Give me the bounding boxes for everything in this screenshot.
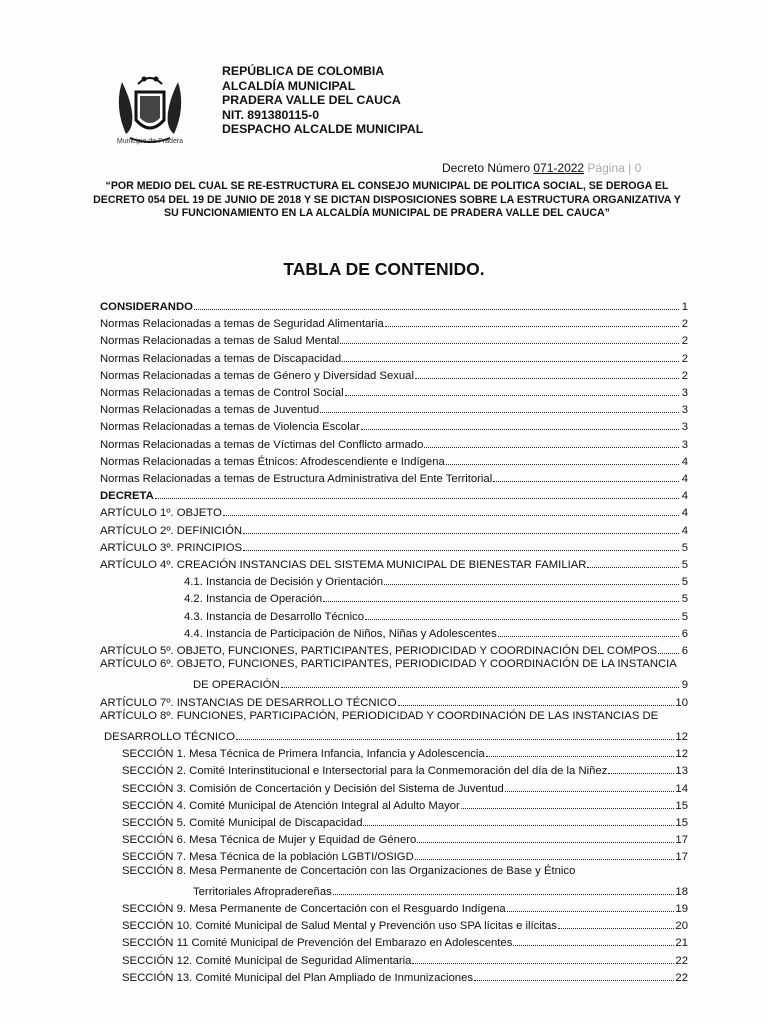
leader-dots	[384, 584, 679, 585]
toc-entry-label: Normas Relacionadas a temas de Juventud	[100, 404, 320, 417]
toc-page-number: 6	[681, 627, 688, 640]
leader-dots	[365, 619, 679, 620]
toc-page-number: 2	[681, 335, 688, 348]
toc-entry[interactable]	[122, 951, 688, 967]
toc-entry-label: ARTÍCULO 7º. INSTANCIAS DE DESARROLLO TÉCNICO	[100, 696, 397, 709]
toc-entry[interactable]	[122, 933, 688, 949]
leader-dots	[333, 894, 675, 895]
toc-entry[interactable]	[122, 744, 688, 760]
leader-dots	[340, 343, 679, 344]
toc-page-number: 10	[675, 696, 688, 709]
toc-entry-label: SECCIÓN 1. Mesa Técnica de Primera Infancia, Infancia y Adolescencia	[122, 748, 485, 761]
toc-entry-label: SECCIÓN 8. Mesa Permanente de Concertación con las Organizaciones de Base y Étnico	[122, 864, 576, 877]
leader-dots	[320, 412, 679, 413]
toc-title: TABLA DE CONTENIDO.	[283, 259, 485, 279]
toc-entry[interactable]	[104, 727, 688, 743]
leader-dots	[243, 533, 679, 534]
toc-page-number: 4	[681, 507, 688, 520]
leader-dots	[474, 980, 674, 981]
toc-entry-label: ARTÍCULO 2º. DEFINICIÓN	[100, 524, 243, 537]
page-indicator: Página | 0	[584, 161, 642, 175]
toc-entry[interactable]	[184, 589, 688, 605]
toc-page-number: 2	[681, 318, 688, 331]
toc-page-number: 4	[681, 473, 688, 485]
toc-entry-label: Normas Relacionadas a temas de Salud Mental	[100, 335, 340, 348]
leader-dots	[281, 687, 679, 688]
toc-entry[interactable]	[184, 624, 688, 640]
header-country: REPÚBLICA DE COLOMBIA	[222, 64, 385, 78]
leader-dots	[363, 825, 674, 826]
toc-entry[interactable]	[122, 779, 688, 795]
toc-entry-label: SECCIÓN 12. Comité Municipal de Seguridad Alimentaria	[122, 954, 412, 967]
leader-dots	[342, 361, 679, 362]
leader-dots	[155, 498, 679, 499]
toc-page-number: 5	[681, 610, 688, 623]
toc-entry-label-cont: Territoriales Afropradereñas	[193, 885, 332, 898]
toc-page-number: 3	[681, 438, 688, 451]
toc-entry[interactable]	[122, 968, 688, 984]
toc-entry-label: Normas Relacionadas a temas de Violencia Escolar	[100, 421, 360, 434]
toc-page-number: 3	[681, 421, 688, 434]
leader-dots	[194, 309, 679, 310]
toc-entry-label: 4.2. Instancia de Operación	[184, 593, 323, 606]
leader-dots	[493, 481, 679, 482]
toc-entry-label: ARTÍCULO 8º. FUNCIONES, PARTICIPACIÓN, PERIODICIDAD Y COORDINACIÓN DE LAS INSTANCIAS DE	[100, 709, 659, 722]
toc-page-number: 22	[675, 971, 688, 984]
leader-dots	[608, 773, 674, 774]
toc-page-number: 9	[681, 679, 688, 692]
toc-page-number: 19	[675, 903, 688, 915]
leader-dots	[558, 928, 675, 929]
toc-entry[interactable]	[122, 847, 688, 863]
leader-dots	[461, 808, 675, 809]
toc-page-number: 4	[681, 490, 688, 503]
toc-entry-label: SECCIÓN 5. Comité Municipal de Discapacidad	[122, 817, 363, 829]
leader-dots	[446, 464, 679, 465]
leader-dots	[398, 705, 675, 706]
seal-caption: Municipio de Pradera	[116, 138, 184, 145]
leader-dots	[415, 378, 679, 379]
leader-dots	[243, 550, 679, 551]
leader-dots	[323, 601, 679, 602]
toc-page-number: 4	[681, 455, 688, 468]
toc-entry-label: SECCIÓN 6. Mesa Técnica de Mujer y Equidad de Género	[122, 834, 417, 847]
toc-entry[interactable]	[100, 314, 688, 330]
toc-page-number: 5	[681, 593, 688, 606]
leader-dots	[412, 963, 674, 964]
header-dept: DESPACHO ALCALDE MUNICIPAL	[222, 122, 424, 136]
toc-entry[interactable]	[100, 417, 688, 433]
toc-entry[interactable]	[100, 383, 688, 399]
header-nit: NIT. 891380115-0	[222, 107, 320, 122]
leader-dots	[505, 791, 675, 792]
toc-entry[interactable]	[100, 400, 688, 416]
toc-entry-label: ARTÍCULO 1º. OBJETO	[100, 507, 222, 520]
header-office: ALCALDÍA MUNICIPAL	[222, 78, 356, 93]
toc-page-number: 13	[675, 765, 688, 778]
toc-page-number: 14	[675, 782, 688, 795]
toc-entry-label: SECCIÓN 2. Comité Interinstitucional e Intersectorial para la Conmemoración del día de la Niñez	[122, 765, 608, 778]
toc-entry[interactable]	[100, 349, 688, 365]
toc-entry[interactable]	[193, 882, 688, 898]
toc-entry-label: SECCIÓN 13. Comité Municipal del Plan Ampliado de Inmunizaciones	[122, 971, 474, 984]
toc-entry[interactable]	[122, 830, 688, 846]
toc-page-number: 5	[681, 559, 688, 571]
decree-number: Decreto Número 071-2022 Página | 0	[442, 161, 642, 175]
toc-page-number: 21	[675, 937, 688, 950]
toc-entry[interactable]	[122, 796, 688, 812]
leader-dots	[486, 756, 675, 757]
toc-entry[interactable]	[184, 607, 688, 623]
toc-entry-label: SECCIÓN 10. Comité Municipal de Salud Mental y Prevención uso SPA lícitas e ilícitas	[122, 920, 557, 933]
toc-entry-label: SECCIÓN 3. Comisión de Concertación y Decisión del Sistema de Juventud	[122, 782, 504, 795]
toc-entry-label: ARTÍCULO 6º. OBJETO, FUNCIONES, PARTICIPANTES, PERIODICIDAD Y COORDINACIÓN DE LA INSTANCIA	[100, 658, 677, 671]
toc-entry-label: SECCIÓN 4. Comité Municipal de Atención Integral al Adulto Mayor	[122, 799, 460, 812]
letterhead	[222, 64, 423, 137]
toc-entry-label: ARTÍCULO 4º. CREACIÓN INSTANCIAS DEL SISTEMA MUNICIPAL DE BIENESTAR FAMILIAR	[100, 559, 587, 571]
leader-dots	[223, 515, 679, 516]
toc-entry[interactable]	[122, 916, 688, 932]
toc-entry[interactable]	[193, 675, 688, 691]
leader-dots	[507, 911, 675, 912]
leader-dots	[345, 395, 679, 396]
toc-entry-label: ARTÍCULO 5º. OBJETO, FUNCIONES, PARTICIPANTES, PERIODICIDAD Y COORDINACIÓN DEL COMPOS	[100, 645, 658, 657]
toc-entry[interactable]	[100, 555, 688, 571]
toc-page-number: 5	[681, 576, 688, 589]
toc-entry[interactable]	[100, 331, 688, 347]
toc-entry-label: Normas Relacionadas a temas de Estructura Administrativa del Ente Territorial	[100, 473, 493, 485]
leader-dots	[658, 653, 679, 654]
toc-entry[interactable]	[100, 538, 688, 554]
toc-entry-label: CONSIDERANDO	[100, 301, 193, 313]
leader-dots	[385, 326, 679, 327]
toc-page-number: 15	[675, 817, 688, 829]
toc-page-number: 3	[681, 404, 688, 417]
toc-page-number: 2	[681, 369, 688, 382]
toc-entry-label-cont: DESARROLLO TÉCNICO	[104, 731, 235, 743]
decree-subject: “POR MEDIO DEL CUAL SE RE-ESTRUCTURA EL CONSEJO MUNICIPAL DE POLITICA SOCIAL, SE DEROGA EL DECRETO 054 DEL 19 DE JUNIO DE 2018 Y SE DICTAN DISPOSICIONES SOBRE LA ESTRUCTURA ORGANIZATIVA Y SU FUNCIONAMIENTO EN LA ALCALDÍA MUNICIPAL DE PRADERA VALLE DEL CAUCA”	[93, 180, 681, 219]
toc-entry[interactable]	[100, 469, 688, 485]
toc-page-number: 22	[675, 954, 688, 967]
toc-page-number: 2	[681, 352, 688, 365]
toc-entry-label: Normas Relacionadas a temas de Discapacidad	[100, 352, 342, 365]
toc-entry-label-cont: DE OPERACIÓN	[193, 679, 280, 692]
toc-entry[interactable]	[100, 693, 688, 709]
toc-entry[interactable]	[100, 452, 688, 468]
toc-page-number: 6	[681, 645, 688, 657]
toc-entry-label: Normas Relacionadas a temas de Seguridad Alimentaria	[100, 318, 384, 331]
toc-page-number: 1	[681, 301, 688, 313]
toc-entry-label: DECRETA	[100, 490, 154, 503]
leader-dots	[415, 859, 675, 860]
toc-entry[interactable]	[100, 503, 688, 519]
toc-entry-label: Normas Relacionadas a temas de Víctimas del Conflicto armado	[100, 438, 424, 451]
toc-entry[interactable]	[100, 486, 688, 502]
toc-entry-label: 4.3. Instancia de Desarrollo Técnico	[184, 610, 365, 623]
toc-entry-label: SECCIÓN 9. Mesa Permanente de Concertación con el Resguardo Indígena	[122, 903, 506, 915]
toc-entry[interactable]	[100, 366, 688, 382]
leader-dots	[417, 842, 674, 843]
toc-entry[interactable]	[100, 297, 688, 313]
toc-page-number: 17	[675, 851, 688, 864]
toc-entry-label: 4.4. Instancia de Participación de Niños, Niñas y Adolescentes	[184, 627, 497, 640]
header-municipality: PRADERA VALLE DEL CAUCA	[222, 93, 401, 107]
toc-entry[interactable]	[184, 572, 688, 588]
toc-page-number: 20	[675, 920, 688, 933]
toc-entry-label: Normas Relacionadas a temas Étnicos: Afrodescendiente e Indígena	[100, 455, 445, 468]
toc-page-number: 4	[681, 524, 688, 537]
decree-number-value: 071-2022	[533, 161, 585, 175]
toc-entry-label: SECCIÓN 11 Comité Municipal de Prevención del Embarazo en Adolescentes	[122, 937, 513, 950]
toc-page-number: 3	[681, 387, 688, 399]
toc-entry[interactable]	[122, 813, 688, 829]
toc-page-number: 12	[675, 748, 688, 761]
leader-dots	[236, 739, 674, 740]
toc-entry-label: ARTÍCULO 3º. PRINCIPIOS	[100, 541, 243, 554]
toc-entry-label: SECCIÓN 7. Mesa Técnica de la población LGBTI/OSIGD	[122, 851, 414, 864]
toc-entry-label: Normas Relacionadas a temas de Control Social	[100, 387, 344, 399]
leader-dots	[498, 636, 679, 637]
toc-entry[interactable]	[122, 899, 688, 915]
toc-entry[interactable]	[100, 435, 688, 451]
toc-entry[interactable]	[122, 761, 688, 777]
toc-page-number: 5	[681, 541, 688, 554]
toc-entry-label: 4.1. Instancia de Decisión y Orientación	[184, 576, 384, 589]
leader-dots	[361, 429, 679, 430]
toc-entry[interactable]	[100, 641, 688, 657]
toc-entry-label: Normas Relacionadas a temas de Género y Diversidad Sexual	[100, 369, 414, 382]
toc-page-number: 18	[675, 885, 688, 898]
leader-dots	[513, 945, 674, 946]
toc-entry[interactable]	[100, 521, 688, 537]
toc-page-number: 15	[675, 799, 688, 812]
toc-page-number: 12	[675, 731, 688, 743]
leader-dots	[587, 567, 679, 568]
leader-dots	[424, 447, 679, 448]
toc-page-number: 17	[675, 834, 688, 847]
